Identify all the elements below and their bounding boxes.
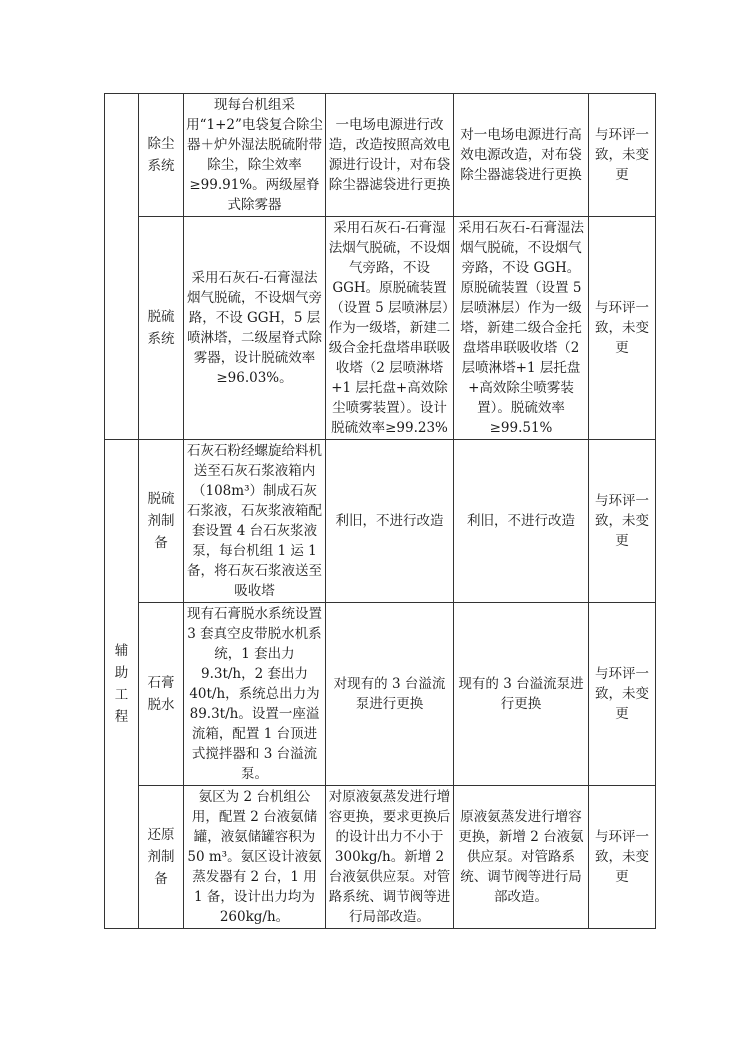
- table-row: [105, 603, 656, 786]
- cell-reducing-agent-prep-plan: 对原液氨蒸发进行增容更换，要求更换后的设计出力不小于 300kg/h。新增 2 台液氨供应泵。对管路系统、调节阀等进行局部改造。: [326, 786, 454, 929]
- cell-gypsum-dewatering-plan: 对现有的 3 台溢流泵进行更换: [326, 603, 454, 786]
- group-cell-auxiliary-works: [105, 440, 139, 929]
- cell-desulfurization-conclusion: 与环评一致，未变更: [589, 217, 656, 440]
- system-name-gypsum-dewatering: [139, 603, 184, 786]
- cell-desulfurization-actual: 采用石灰石-石膏湿法烟气脱硫，不设烟气旁路，不设 GGH。原脱硫装置（设置 5 层喷淋层）作为一级塔，新建二级合金托盘塔串联吸收塔（2 层喷淋塔+1 层托盘+高效除尘喷雾装置）。脱硫效率≥99.51%: [454, 217, 589, 440]
- group-label: 辅助工程: [114, 643, 129, 725]
- system-name-label: 还原剂制备: [147, 827, 175, 887]
- system-name-desulfurizer-prep: [139, 440, 184, 603]
- system-name-desulfurization: [139, 217, 184, 440]
- system-name-reducing-agent-prep: [139, 786, 184, 929]
- cell-dust-removal-conclusion: 与环评一致，未变更: [589, 94, 656, 217]
- table-row: [105, 217, 656, 440]
- system-name-label: 石膏脱水: [147, 675, 175, 713]
- cell-reducing-agent-prep-actual: 原液氨蒸发进行增容更换，新增 2 台液氨供应泵。对管路系统、调节阀等进行局部改造。: [454, 786, 589, 929]
- cell-dust-removal-original: 现每台机组采用“1+2”电袋复合除尘器＋炉外湿法脱硫附带除尘，除尘效率≥99.91%。两级屋脊式除雾器: [184, 94, 326, 217]
- cell-desulfurizer-prep-conclusion: 与环评一致，未变更: [589, 440, 656, 603]
- cell-desulfurizer-prep-plan: 利旧，不进行改造: [326, 440, 454, 603]
- cell-reducing-agent-prep-conclusion: 与环评一致，未变更: [589, 786, 656, 929]
- cell-dust-removal-actual: 对一电场电源进行高效电源改造，对布袋除尘器滤袋进行更换: [454, 94, 589, 217]
- table-row: [105, 440, 656, 603]
- table-row: [105, 786, 656, 929]
- cell-reducing-agent-prep-original: 氨区为 2 台机组公用，配置 2 台液氨储罐，液氨储罐容积为 50 m³。氨区设计液氨蒸发器有 2 台，1 用 1 备，设计出力均为 260kg/h。: [184, 786, 326, 929]
- cell-desulfurizer-prep-original: 石灰石粉经螺旋给料机送至石灰石浆液箱内（108m³）制成石灰石浆液，石灰浆液箱配套设置 4 台石灰浆液泵，每台机组 1 运 1 备，将石灰石浆液送至吸收塔: [184, 440, 326, 603]
- table-row: [105, 94, 656, 217]
- cell-gypsum-dewatering-conclusion: 与环评一致，未变更: [589, 603, 656, 786]
- cell-desulfurizer-prep-actual: 利旧，不进行改造: [454, 440, 589, 603]
- group-cell-empty: [105, 94, 139, 440]
- cell-desulfurization-original: 采用石灰石-石膏湿法烟气脱硫，不设烟气旁路，不设 GGH，5 层喷淋塔，二级屋脊式除雾器，设计脱硫效率≥96.03%。: [184, 217, 326, 440]
- cell-dust-removal-plan: 一电场电源进行改造，改造按照高效电源进行设计，对布袋除尘器滤袋进行更换: [326, 94, 454, 217]
- cell-desulfurization-plan: 采用石灰石-石膏湿法烟气脱硫，不设烟气旁路，不设 GGH。原脱硫装置（设置 5 层喷淋层）作为一级塔，新建二级合金托盘塔串联吸收塔（2 层喷淋塔+1 层托盘+高效除尘喷雾装置）。设计脱硫效率≥99.23%: [326, 217, 454, 440]
- system-name-dust-removal: [139, 94, 184, 217]
- system-name-label: 脱硫系统: [147, 309, 175, 347]
- comparison-table: [104, 93, 656, 929]
- cell-gypsum-dewatering-actual: 现有的 3 台溢流泵进行更换: [454, 603, 589, 786]
- cell-gypsum-dewatering-original: 现有石膏脱水系统设置 3 套真空皮带脱水机系统，1 套出力 9.3t/h，2 套出力 40t/h，系统总出力为 89.3t/h。设置一座溢流箱，配置 1 台顶进式搅拌器和 3 台溢流泵。: [184, 603, 326, 786]
- system-name-label: 脱硫剂制备: [147, 491, 175, 551]
- system-name-label: 除尘系统: [147, 136, 175, 174]
